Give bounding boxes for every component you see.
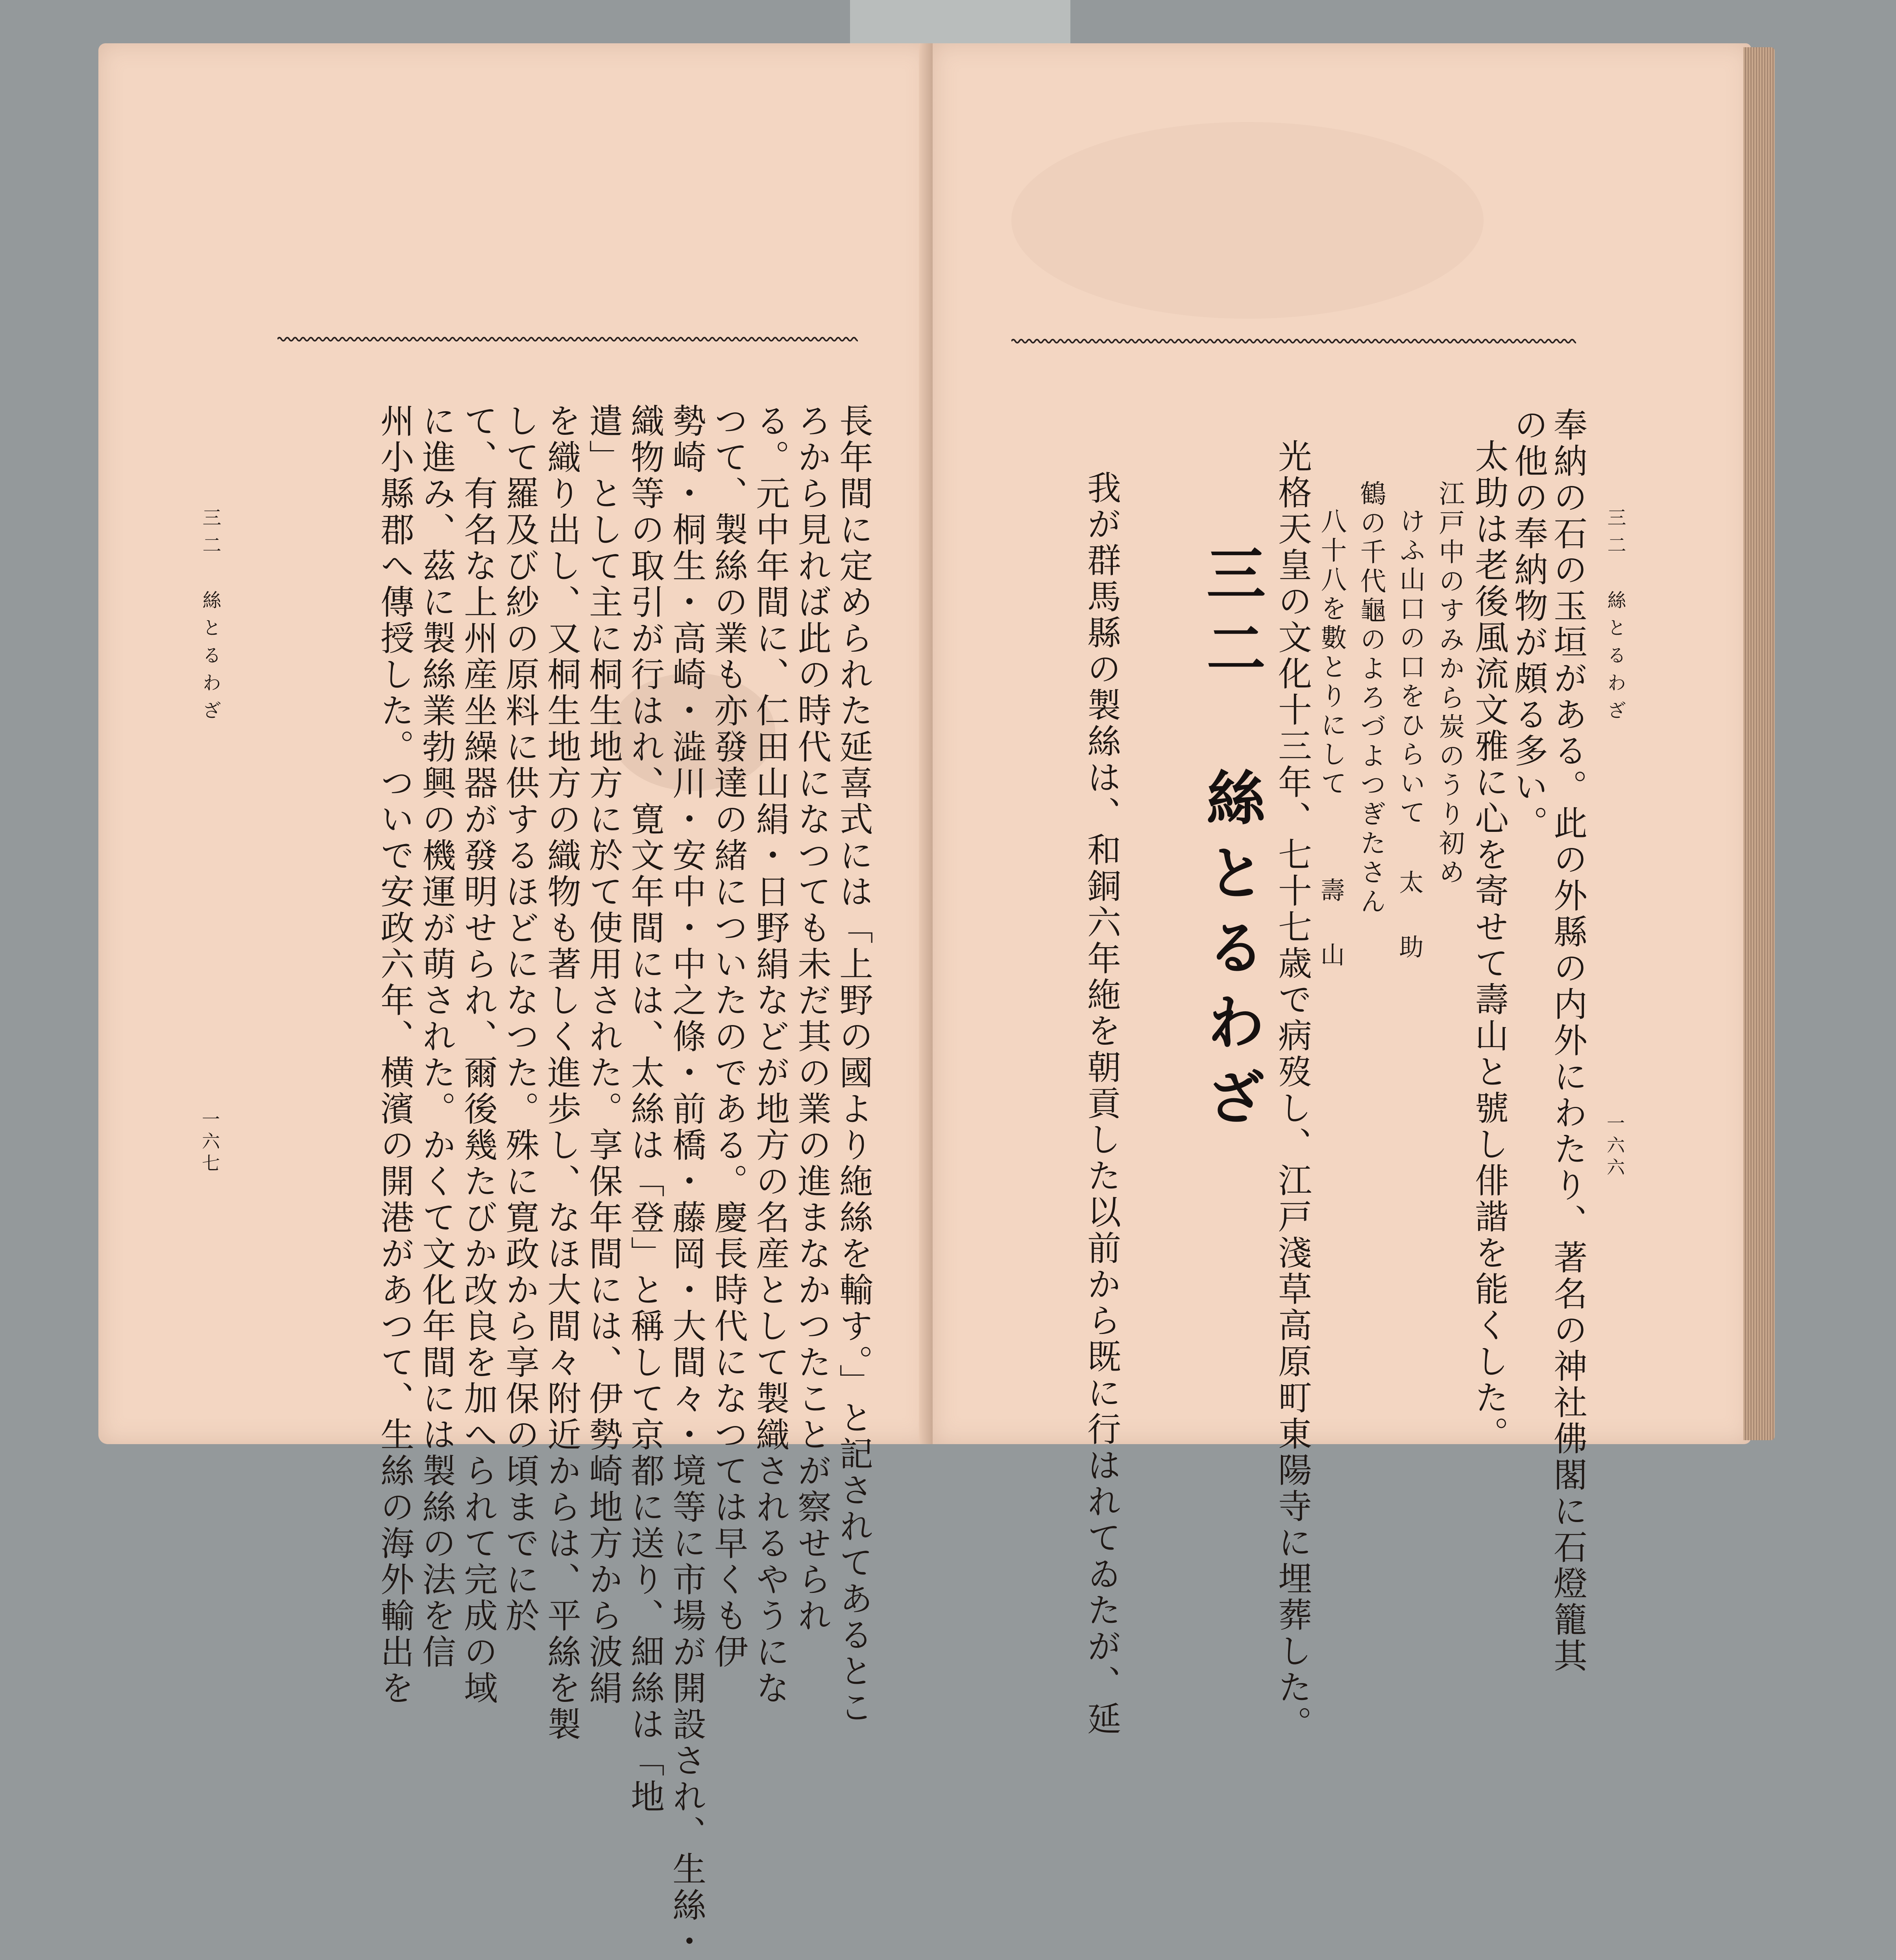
chapter-title: 三二 絲とるわざ [1196,543,1266,1141]
poem-line: 江戸中のすみから炭のうり初め [1434,480,1465,888]
page-number: 一六七 [199,1110,220,1176]
right-page [933,43,1751,1742]
text-column: て、有名な上州産坐繰器が發明せられ、爾後幾たびか改良を加へられて完成の域 [458,403,497,1707]
wavy-rule [1011,336,1576,346]
running-header: 三二 絲とるわざ [1604,508,1626,728]
text-column: つて、製絲の業も亦發達の緒についたのである。慶長時代になつては早くも伊 [708,403,748,1670]
text-column: 我が群馬縣の製絲は、和銅六年絁を朝貢した以前から既に行はれてゐたが、延 [1081,470,1121,1737]
text-column: る。元中年間に、仁田山絹・日野絹などが地方の名産として製織されるやうにな [750,403,789,1707]
running-header: 三二 絲とるわざ [199,508,221,728]
text-column: に進み、茲に製絲業勃興の機運が萌された。かくて文化年間には製絲の法を信 [416,403,456,1670]
text-column: 太助は老後風流文雅に心を寄せて壽山と號し俳諧を能くした。 [1469,439,1508,1452]
book-page-edges [1743,47,1775,1440]
poem-author: 太 助 [1395,870,1424,966]
left-page [98,43,931,1960]
text-column: して羅及び紗の原料に供するほどになつた。殊に寛政から享保の頃までに於 [500,403,539,1634]
text-column: 光格天皇の文化十三年、七十七歳で病歿し、江戸淺草高原町東陽寺に埋葬した。 [1272,439,1312,1742]
text-column: 州小縣郡へ傳授した。ついで安政六年、横濱の開港があつて、生絲の海外輸出を [375,403,414,1707]
text-column: 長年間に定められた延喜式には「上野の國より絁絲を輸す。」と記されてあるとこ [833,403,873,1726]
poem-line: 鶴の千代龜のよろづよつぎたさん [1356,480,1386,917]
text-column: の他の奉納物が頗る多い。 [1508,407,1548,842]
page-number: 一六六 [1604,1114,1625,1180]
paper-stain [1011,122,1484,319]
scanner-background [850,0,1070,47]
poem-line: けふ山口の口をひらいて [1395,508,1425,828]
text-column: 勢崎・桐生・高崎・澁川・安中・中之條・前橋・藤岡・大間々・境等に市場が開設され、生絲・ [667,403,706,1960]
poem-author: 壽 山 [1316,877,1345,974]
poem-line: 八十八を數とりにして [1316,508,1347,799]
text-column: 奉納の石の玉垣がある。此の外縣の内外にわたり、著名の神社佛閣に石燈籠其 [1548,407,1587,1674]
wavy-rule [277,334,858,344]
text-column: を織り出し、又桐生地方の織物も著しく進歩し、なほ大間々附近からは、平絲を製 [541,403,581,1743]
text-column: 織物等の取引が行はれ、寛文年間には、太絲は「登」と稱して京都に送り、細絲は「地 [625,403,664,1815]
text-column: 遣」として主に桐生地方に於て使用された。享保年間には、伊勢崎地方から波絹 [583,403,623,1707]
text-column: ろから見れば此の時代になつても未だ其の業の進まなかつたことが察せられ [792,403,831,1634]
